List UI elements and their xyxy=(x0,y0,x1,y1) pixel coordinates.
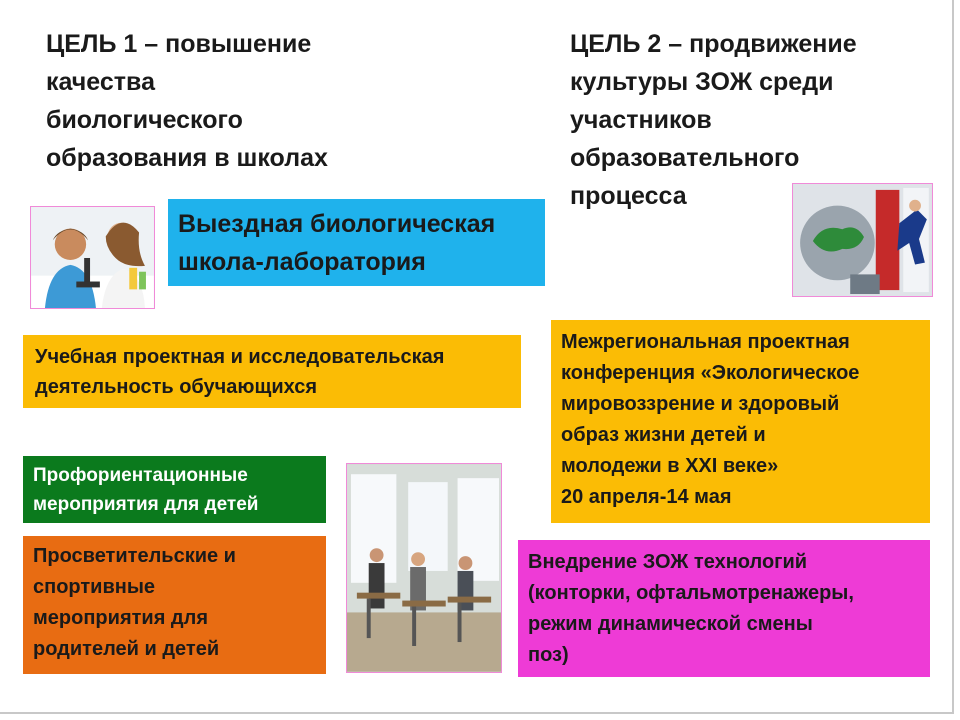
goal-2-heading: ЦЕЛЬ 2 – продвижение культуры ЗОЖ среди участников образовательного процесса xyxy=(570,30,857,210)
kids-microscope-photo xyxy=(30,206,155,309)
kids-microscope-illustration xyxy=(31,207,154,308)
career-guidance-box: Профориентационные мероприятия для детей xyxy=(23,456,326,523)
educational-sports-events-box: Просветительские и спортивные мероприятия для родителей и детей xyxy=(23,536,326,674)
classroom-illustration xyxy=(347,464,501,672)
classroom-standing-desks-photo xyxy=(346,463,502,673)
project-research-activity-box: Учебная проектная и исследовательская деятельность обучающихся xyxy=(23,335,521,408)
interregional-conference-box: Межрегиональная проектная конференция «Экологическое мировоззрение и здоровый образ жизни детей и молодежи в XXI веке» 20 апреля-14 мая xyxy=(551,320,930,523)
goal-1-heading: ЦЕЛЬ 1 – повышение качества биологического образования в школах xyxy=(46,30,328,172)
globe-skier-illustration xyxy=(793,184,932,296)
field-school-lab-box: Выездная биологическая школа-лаборатория xyxy=(168,199,545,286)
healthy-lifestyle-tech-box: Внедрение ЗОЖ технологий (конторки, офтальмотренажеры, режим динамической смены поз) xyxy=(518,540,930,677)
globe-skier-collage-photo xyxy=(792,183,933,297)
